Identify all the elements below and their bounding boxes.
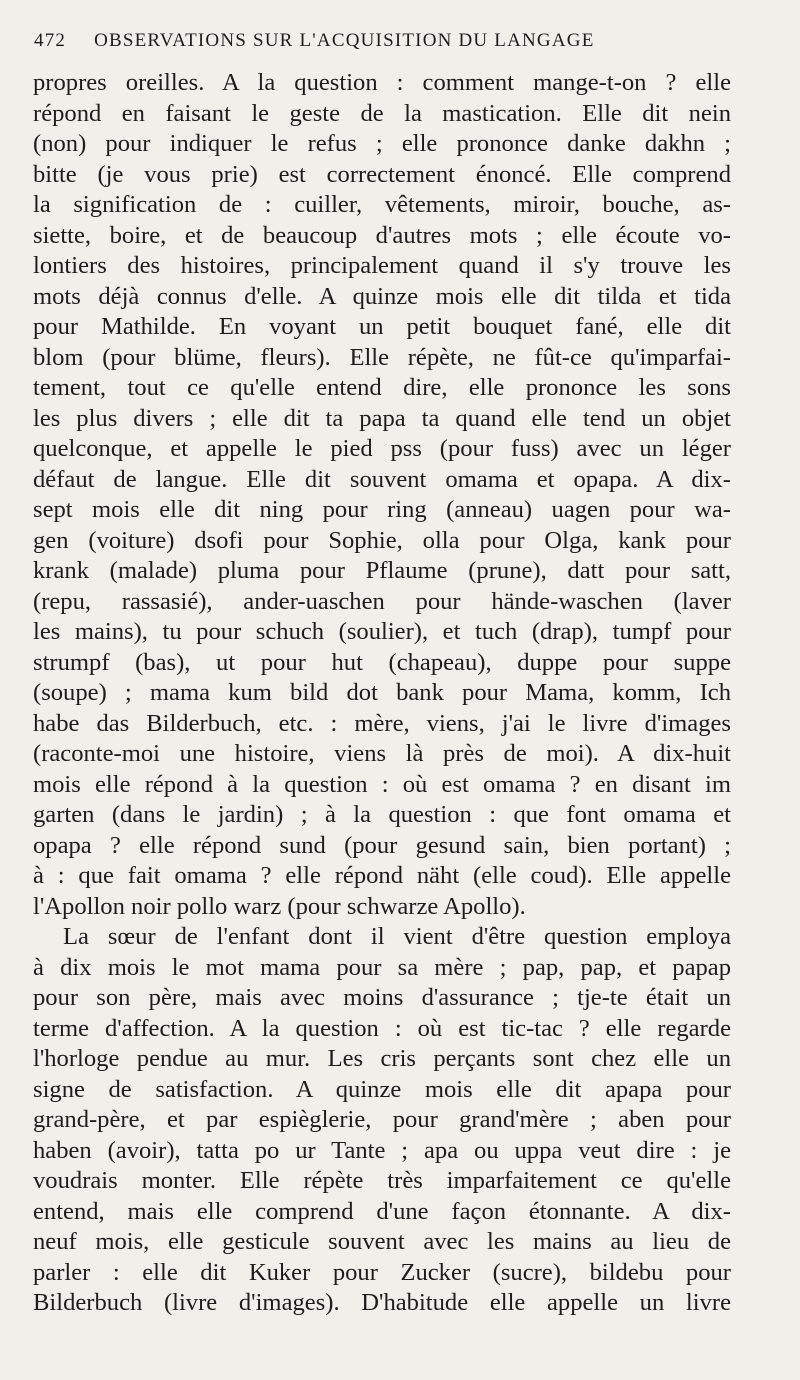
text-line: tement, tout ce qu'elle entend dire, elle prononce les sons bbox=[33, 374, 731, 401]
text-line: haben (avoir), tatta po ur Tante ; apa ou uppa veut dire : je bbox=[33, 1136, 731, 1164]
text-line: mois elle répond à la question : où est omama ? en disant im bbox=[33, 770, 731, 798]
text-line: parler : elle dit Kuker pour Zucker (sucre), bildebu pour bbox=[33, 1258, 731, 1286]
text-line: signe de satisfaction. A quinze mois elle dit apapa pour bbox=[33, 1075, 731, 1103]
text-line: pour Mathilde. En voyant un petit bouquet fané, elle dit bbox=[33, 313, 731, 340]
text-line: gen (voiture) dsofi pour Sophie, olla pour Olga, kank pour bbox=[33, 526, 731, 554]
text-line: krank (malade) pluma pour Pflaume (prune), datt pour satt, bbox=[33, 557, 731, 584]
text-line: neuf mois, elle gesticule souvent avec les mains au lieu de bbox=[33, 1228, 731, 1255]
text-line: strumpf (bas), ut pour hut (chapeau), duppe pour suppe bbox=[33, 648, 731, 676]
text-line: la signification de : cuiller, vêtements, miroir, bouche, as- bbox=[33, 191, 731, 218]
text-line: (non) pour indiquer le refus ; elle prononce danke dakhn ; bbox=[33, 130, 731, 157]
running-title: OBSERVATIONS SUR L'ACQUISITION DU LANGAGE bbox=[94, 30, 595, 51]
text-line: sept mois elle dit ning pour ring (anneau) uagen pour wa- bbox=[33, 496, 731, 523]
text-line: les mains), tu pour schuch (soulier), et tuch (drap), tumpf pour bbox=[33, 618, 731, 645]
text-line: grand-père, et par espièglerie, pour grand'mère ; aben pour bbox=[33, 1106, 731, 1133]
text-line: (soupe) ; mama kum bild dot bank pour Mama, komm, Ich bbox=[33, 679, 731, 706]
paragraph-start-line: La sœur de l'enfant dont il vient d'être question employa bbox=[63, 923, 731, 950]
body-text bbox=[33, 68, 731, 1319]
text-line: répond en faisant le geste de la mastication. Elle dit nein bbox=[33, 99, 731, 127]
text-line: (raconte-moi une histoire, viens là près de moi). A dix-huit bbox=[33, 740, 731, 767]
text-line: terme d'affection. A la question : où est tic-tac ? elle regarde bbox=[33, 1014, 731, 1042]
text-line: voudrais monter. Elle répète très imparfaitement ce qu'elle bbox=[33, 1167, 731, 1194]
text-line: mots déjà connus d'elle. A quinze mois elle dit tilda et tida bbox=[33, 282, 731, 310]
text-line: garten (dans le jardin) ; à la question : que font omama et bbox=[33, 801, 731, 828]
text-line: l'Apollon noir pollo warz (pour schwarze Apollo). bbox=[33, 892, 526, 920]
text-line: défaut de langue. Elle dit souvent omama et opapa. A dix- bbox=[33, 465, 731, 493]
text-line: blom (pour blüme, fleurs). Elle répète, ne fût-ce qu'imparfai- bbox=[33, 343, 731, 371]
text-line: à dix mois le mot mama pour sa mère ; pap, pap, et papap bbox=[33, 953, 731, 981]
text-line: bitte (je vous prie) est correctement énoncé. Elle comprend bbox=[33, 160, 731, 188]
text-line: pour son père, mais avec moins d'assurance ; tje-te était un bbox=[33, 984, 731, 1011]
text-line: à : que fait omama ? elle répond näht (elle coud). Elle appelle bbox=[33, 862, 731, 889]
text-line: opapa ? elle répond sund (pour gesund sain, bien portant) ; bbox=[33, 831, 731, 859]
text-line: Bilderbuch (livre d'images). D'habitude elle appelle un livre bbox=[33, 1289, 731, 1316]
text-line: les plus divers ; elle dit ta papa ta quand elle tend un objet bbox=[33, 404, 731, 432]
text-line: quelconque, et appelle le pied pss (pour fuss) avec un léger bbox=[33, 435, 731, 462]
text-line: l'horloge pendue au mur. Les cris perçants sont chez elle un bbox=[33, 1045, 731, 1072]
text-line: propres oreilles. A la question : comment mange-t-on ? elle bbox=[33, 69, 731, 96]
text-line: siette, boire, et de beaucoup d'autres mots ; elle écoute vo- bbox=[33, 221, 731, 249]
text-line: habe das Bilderbuch, etc. : mère, viens, j'ai le livre d'images bbox=[33, 709, 731, 737]
text-line: (repu, rassasié), ander-uaschen pour hände-waschen (laver bbox=[33, 587, 731, 615]
text-line: entend, mais elle comprend d'une façon étonnante. A dix- bbox=[33, 1197, 731, 1225]
running-header bbox=[34, 30, 764, 52]
page-number: 472 bbox=[34, 30, 67, 51]
text-line: lontiers des histoires, principalement quand il s'y trouve les bbox=[33, 252, 731, 279]
